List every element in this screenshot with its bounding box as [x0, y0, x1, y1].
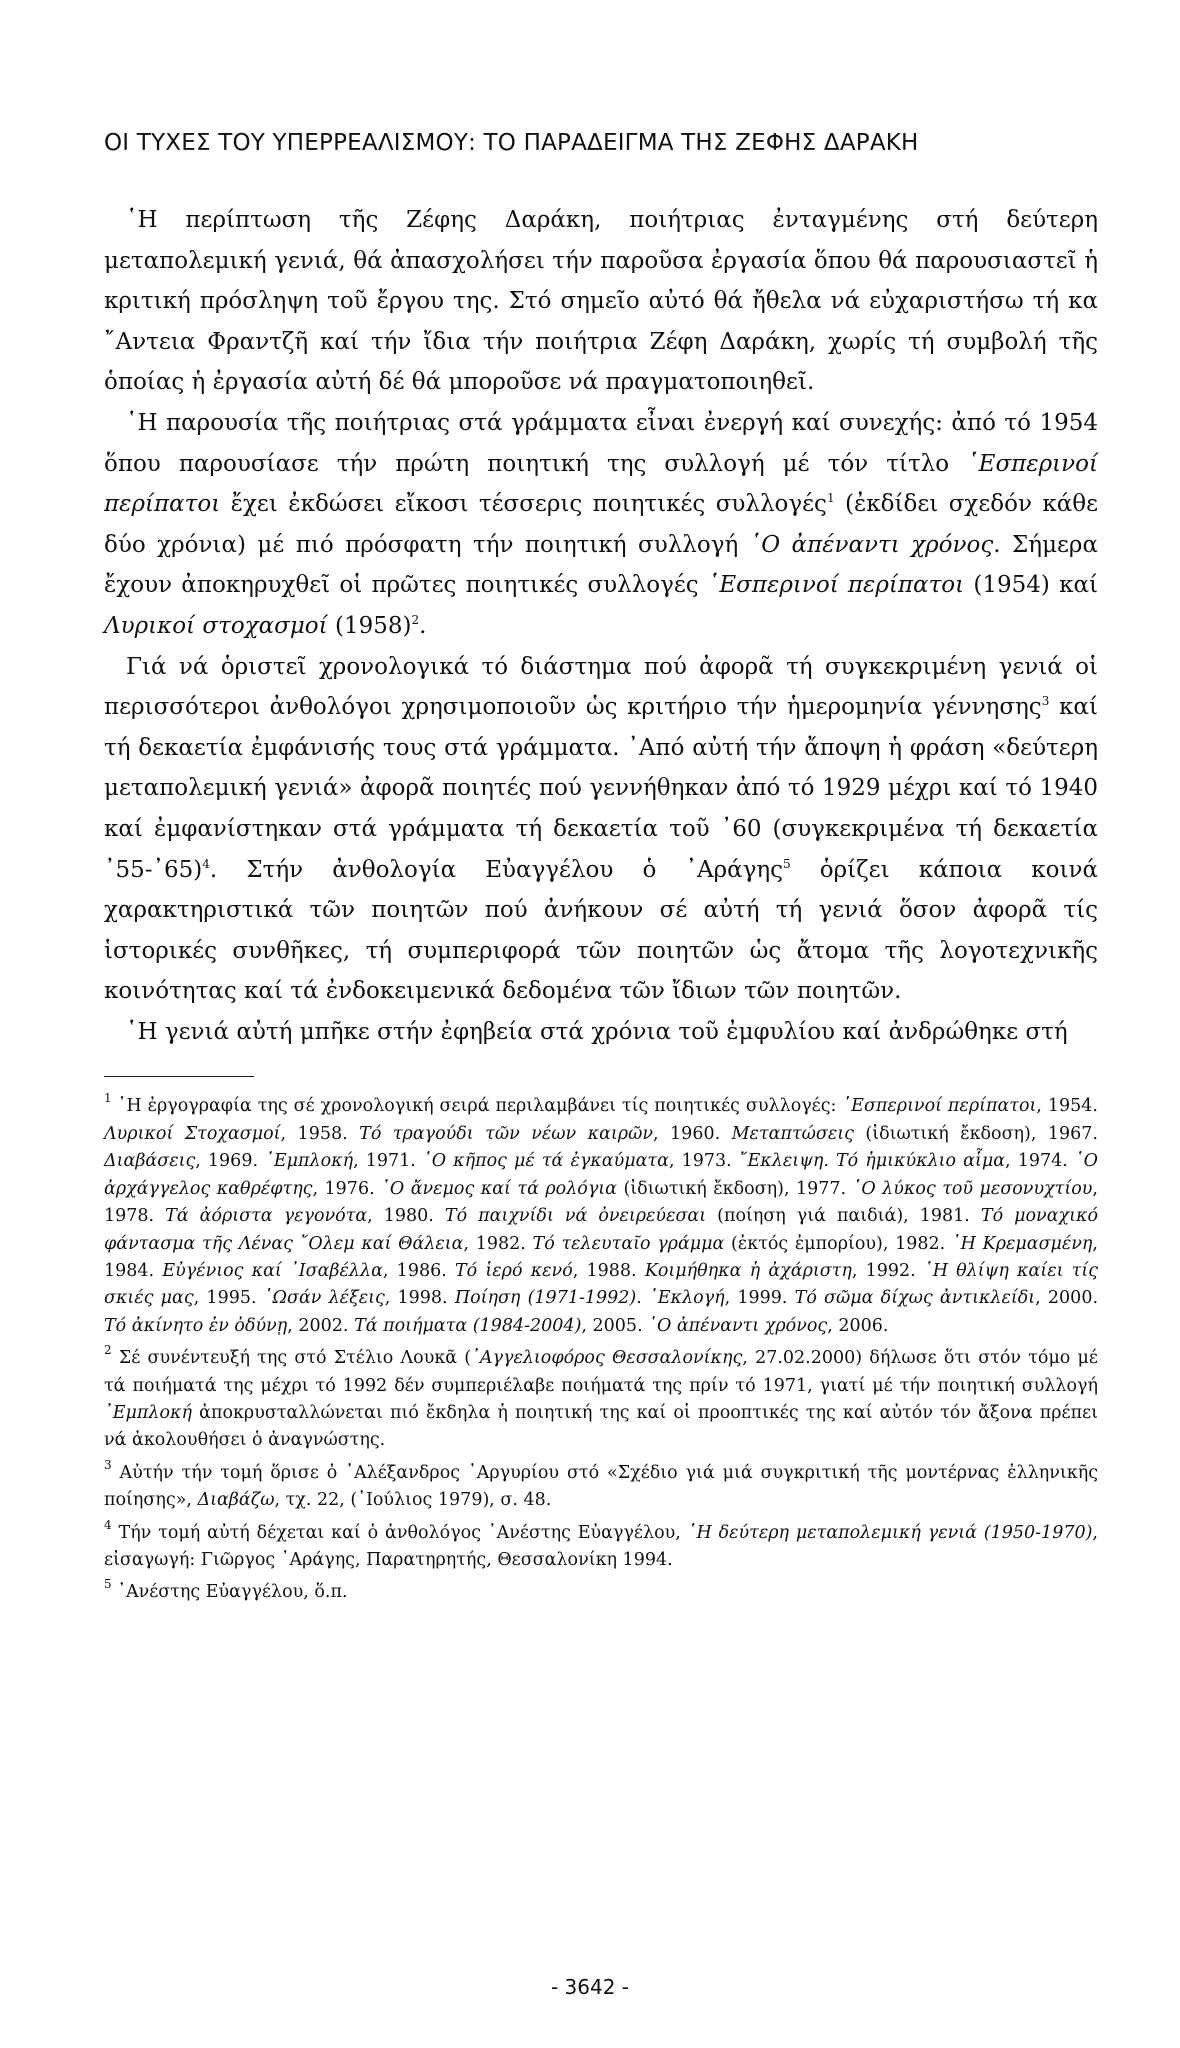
newspaper-title: ᾿Αγγελιοφόρος Θεσσαλονίκης [471, 1348, 743, 1369]
text-run: , 1958. [280, 1123, 360, 1144]
journal-title: Διαβάζω [197, 1490, 275, 1511]
text-run: (1958) [327, 612, 412, 639]
text-run: . Σήμερα ἔχουν ἀποκηρυχθεῖ οἱ πρῶτες ποιητικές συλλογές [104, 531, 1098, 599]
book-title: ῾Ο κῆπος μέ τά ἐγκαύματα [422, 1151, 669, 1172]
text-run: (ποίηση γιά παιδιά), 1981. [706, 1206, 981, 1227]
book-title: ῾Ωσάν λέξεις [263, 1288, 385, 1309]
text-run: (ἰδιωτική ἔκδοση), 1967. [853, 1123, 1098, 1144]
text-run: , τχ. 22, (᾿Ιούλιος 1979), σ. 48. [274, 1490, 552, 1511]
footnote-separator [104, 1076, 254, 1077]
paragraph-3 [104, 647, 1098, 1012]
text-run: , 1984. [104, 1233, 1098, 1281]
text-run: Γιά νά ὁριστεῖ χρονολογικά τό διάστημα πού ἀφορᾶ τή συγκεκριμένη γενιά οἱ περισσότεροι ἀνθολόγοι χρησιμοποιοῦν ὡς κριτήριο τήν ἡμερομηνία γέννησης [104, 653, 1098, 721]
text-run: , 1980. [367, 1206, 445, 1227]
book-title: Τό σῶμα δίχως ἀντικλείδι [794, 1288, 1036, 1309]
text-run: ὁρίζει κάποια κοινά χαρακτηριστικά τῶν ποιητῶν πού ἀνήκουν σέ αὐτή τή γενιά ὅσον ἀφορᾶ τίς ἱστορικές συνθῆκες, τή συμπεριφορά τῶν ποιητῶν ὡς ἄτομα τῆς λογοτεχνικῆς κοινότητας καί τά ἐνδοκειμενικά δεδομένα τῶν ἴδιων τῶν ποιητῶν. [104, 856, 1099, 1005]
footnote-3 [104, 1457, 1098, 1515]
text-run: , 1976. [312, 1178, 382, 1199]
book-title: ῾Ο ἀρχάγγελος καθρέφτης [104, 1151, 1098, 1199]
text-run: , 1971. [353, 1151, 423, 1172]
text-run: , 1978. [104, 1178, 1098, 1227]
text-run: Τήν τομή αὐτή δέχεται καί ὁ ἀνθολόγος ᾿Ανέστης Εὐαγγέλου, [111, 1522, 688, 1543]
book-title: ῾Εσπερινοί περίπατοι [104, 450, 1098, 518]
text-run: ῾Η παρουσία τῆς ποιήτριας στά γράμματα εἶναι ἐνεργή καί συνεχής: ἀπό τό 1954 ὅπου παρουσίασε τήν πρώτη ποιητική της συλλογή μέ τόν τίτλο [104, 409, 1098, 477]
text-run: ἔχει ἐκδώσει εἴκοσι τέσσερις ποιητικές συλλογές [220, 491, 827, 518]
text-run: , 1960. [653, 1123, 732, 1144]
book-title: Λυρικοί Στοχασμοί [104, 1123, 281, 1144]
footnote-number: 2 [104, 1343, 112, 1358]
text-run: , 1974. [1005, 1151, 1075, 1172]
text-run: , 1986. [382, 1260, 455, 1281]
footnote-ref-5: 5 [783, 856, 791, 871]
text-run: . [636, 1288, 650, 1309]
book-title: ῾Η δεύτερη μεταπολεμική γενιά (1950-1970) [687, 1522, 1093, 1543]
book-title: Ποίηση (1971-1992) [454, 1288, 637, 1309]
book-title: ῎Εκλειψη. Τό ἡμικύκλιο αἷμα [738, 1151, 1006, 1172]
book-title: Τό τραγούδι τῶν νέων καιρῶν [359, 1123, 653, 1144]
text-run: ᾿Ανέστης Εὐαγγέλου, ὅ.π. [111, 1582, 348, 1603]
text-run: (ἐκδίδει σχεδόν κάθε δύο χρόνια) μέ πιό πρόσφατη τήν ποιητική συλλογή [104, 491, 1098, 558]
footnote-1 [104, 1093, 1098, 1340]
footnote-number: 4 [104, 1517, 112, 1532]
text-run: . Στήν ἀνθολογία Εὐαγγέλου ὁ ᾿Αράγης [209, 856, 784, 883]
book-title: ᾿Εμπλοκή [265, 1151, 354, 1172]
footnote-ref-2: 2 [411, 612, 420, 627]
text-run: , 2000. [1035, 1288, 1099, 1309]
book-title: ῾Εσπερινοί περίπατοι [842, 1096, 1037, 1117]
book-title: Τό τελευταῖο γράμμα [532, 1233, 725, 1254]
footnote-number: 5 [104, 1577, 112, 1592]
text-run: , 1995. [193, 1288, 264, 1309]
book-title: Εὐγένιος καί ᾿Ισαβέλλα [162, 1260, 383, 1281]
text-run: , 1988. [572, 1260, 645, 1281]
paragraph-1: ῾Η περίπτωση τῆς Ζέφης Δαράκη, ποιήτριας ἐνταγμένης στή δεύτερη μεταπολεμική γενιά, θά ἀπασχολήσει τήν παροῦσα ἐργασία ὅπου θά παρουσιαστεῖ ἡ κριτική πρόσληψη τοῦ ἔργου της. Στό σημεῖο αὐτό θά ἤθελα νά εὐχαριστήσω τή κα ῎Αντεια Φραντζῆ καί τήν ἴδια τήν ποιήτρια Ζέφη Δαράκη, χωρίς τή συμβολή τῆς ὁποίας ἡ ἐργασία αὐτή δέ θά μποροῦσε νά πραγματοποιηθεῖ. [104, 207, 1098, 396]
paragraph-2 [104, 403, 1098, 647]
text-run: (ἐκτός ἐμπορίου), 1982. [724, 1233, 952, 1254]
footnote-ref-4: 4 [202, 856, 210, 871]
text-run: , 1973. [668, 1151, 739, 1172]
footnote-2 [104, 1345, 1098, 1455]
book-title: ῾Η Κρεμασμένη [951, 1233, 1093, 1254]
text-run: , εἰσαγωγή: Γιῶργος ᾿Αράγης, Παρατηρητής, Θεσσαλονίκη 1994. [104, 1522, 1098, 1570]
text-run: ἀποκρυσταλλώνεται πιό ἔκδηλα ἡ ποιητική της καί οἱ προοπτικές της καί αὐτόν τόν ἄξονα πρέπει νά ἀκολουθήσει ὁ ἀναγνώστης. [104, 1402, 1098, 1451]
paragraph-4: ῾Η γενιά αὐτή μπῆκε στήν ἐφηβεία στά χρόνια τοῦ ἐμφυλίου καί ἀνδρώθηκε στή [126, 1018, 1068, 1045]
footnotes [104, 1093, 1098, 1606]
book-title: ῾Ο ἄνεμος καί τά ρολόγια [381, 1178, 617, 1199]
book-title: Τό ἀκίνητο ἐν ὀδύνῃ [104, 1315, 288, 1336]
text-run: , 1999. [724, 1288, 795, 1309]
footnote-5 [104, 1579, 1098, 1606]
footnote-number: 3 [104, 1457, 112, 1472]
text-run: , 1969. [195, 1151, 266, 1172]
footnote-4 [104, 1517, 1098, 1575]
book-title: Τά ἀόριστα γεγονότα [165, 1206, 368, 1227]
page-number: - 3642 - [550, 1975, 630, 1999]
text-run: . [419, 612, 427, 639]
running-head: ΟΙ ΤΥΧΕΣ ΤΟΥ ΥΠΕΡΡΕΑΛΙΣΜΟΥ: ΤΟ ΠΑΡΑΔΕΙΓΜΑ ΤΗΣ ΖΕΦΗΣ ΔΑΡΑΚΗ [104, 130, 919, 156]
footnote-ref-1: 1 [826, 491, 835, 506]
body-text [104, 200, 1098, 1052]
book-title: ῾Ο ἀπέναντι χρόνος [749, 531, 994, 558]
book-title: Διαβάσεις [104, 1151, 196, 1172]
text-run: , 2006. [827, 1315, 889, 1336]
book-title: Τό παιχνίδι νά ὀνειρεύεσαι [444, 1206, 707, 1227]
book-title: Τό ἱερό κενό [455, 1260, 573, 1281]
text-run: Αὐτήν τήν τομή ὅρισε ὁ ᾿Αλέξανδρος ᾿Αργυρίου στό «Σχέδιο γιά μιά συγκριτική τῆς μοντέρνας ἑλληνικῆς ποίησης», [104, 1462, 1098, 1511]
book-title: Λυρικοί στοχασμοί [104, 612, 328, 639]
text-run: , 27.02.2000) δήλωσε ὅτι στόν τόμο μέ τά ποιήματά της μέχρι τό 1992 δέν συμπεριέλαβε ποιήματά της πρίν τό 1971, γιατί μέ τήν ποιητική συλλογή [104, 1348, 1098, 1396]
book-title: ῾Ο ἀπέναντι χρόνος [648, 1315, 828, 1336]
text-run: , 1982. [463, 1233, 533, 1254]
book-title: Κοιμήθηκα ἡ ἀχάριστη [644, 1260, 852, 1281]
text-run: (1954) καί [964, 572, 1098, 599]
book-title: Μεταπτώσεις [731, 1123, 854, 1144]
text-run: Σέ συνέντευξή της στό Στέλιο Λουκᾶ ( [111, 1348, 472, 1369]
book-title: ῾Ο λύκος τοῦ μεσονυχτίου [852, 1178, 1093, 1199]
text-run: , 2002. [287, 1315, 355, 1336]
footnote-number: 1 [104, 1091, 112, 1106]
text-run: , 1992. [851, 1260, 924, 1281]
text-run: καί τή δεκαετία ἐμφάνισής τους στά γράμματα. ᾿Από αὐτή τήν ἄποψη ἡ φράση «δεύτερη μεταπολεμική γενιά» ἀφορᾶ ποιητές πού γεννήθηκαν ἀπό τό 1929 μέχρι καί τό 1940 καί ἐμφανίστηκαν στά γράμματα τή δεκαετία τοῦ ᾿60 (συγκεκριμένα τή δεκαετία ᾿55-᾿65) [104, 694, 1098, 883]
text-run: , 2005. [581, 1315, 649, 1336]
book-title: ᾿Εκλογή [649, 1288, 725, 1309]
text-run: , 1954. [1036, 1096, 1098, 1117]
text-run: (ἰδιωτική ἔκδοση), 1977. [616, 1178, 853, 1199]
footnote-ref-3: 3 [1041, 694, 1050, 709]
book-title: ῾Εσπερινοί περίπατοι [707, 572, 965, 599]
book-title: Τά ποιήματα (1984-2004) [354, 1315, 582, 1336]
book-title: Τό μοναχικό φάντασμα τῆς Λένας ῎Ολεμ καί Θάλεια [104, 1206, 1098, 1254]
text-run: , 1998. [384, 1288, 455, 1309]
book-title: ῾Η θλίψη καίει τίς σκιές μας [104, 1260, 1099, 1309]
book-title: ᾿Εμπλοκή [104, 1402, 192, 1423]
text-run: ῾Η ἐργογραφία της σέ χρονολογική σειρά περιλαμβάνει τίς ποιητικές συλλογές: [111, 1096, 843, 1117]
